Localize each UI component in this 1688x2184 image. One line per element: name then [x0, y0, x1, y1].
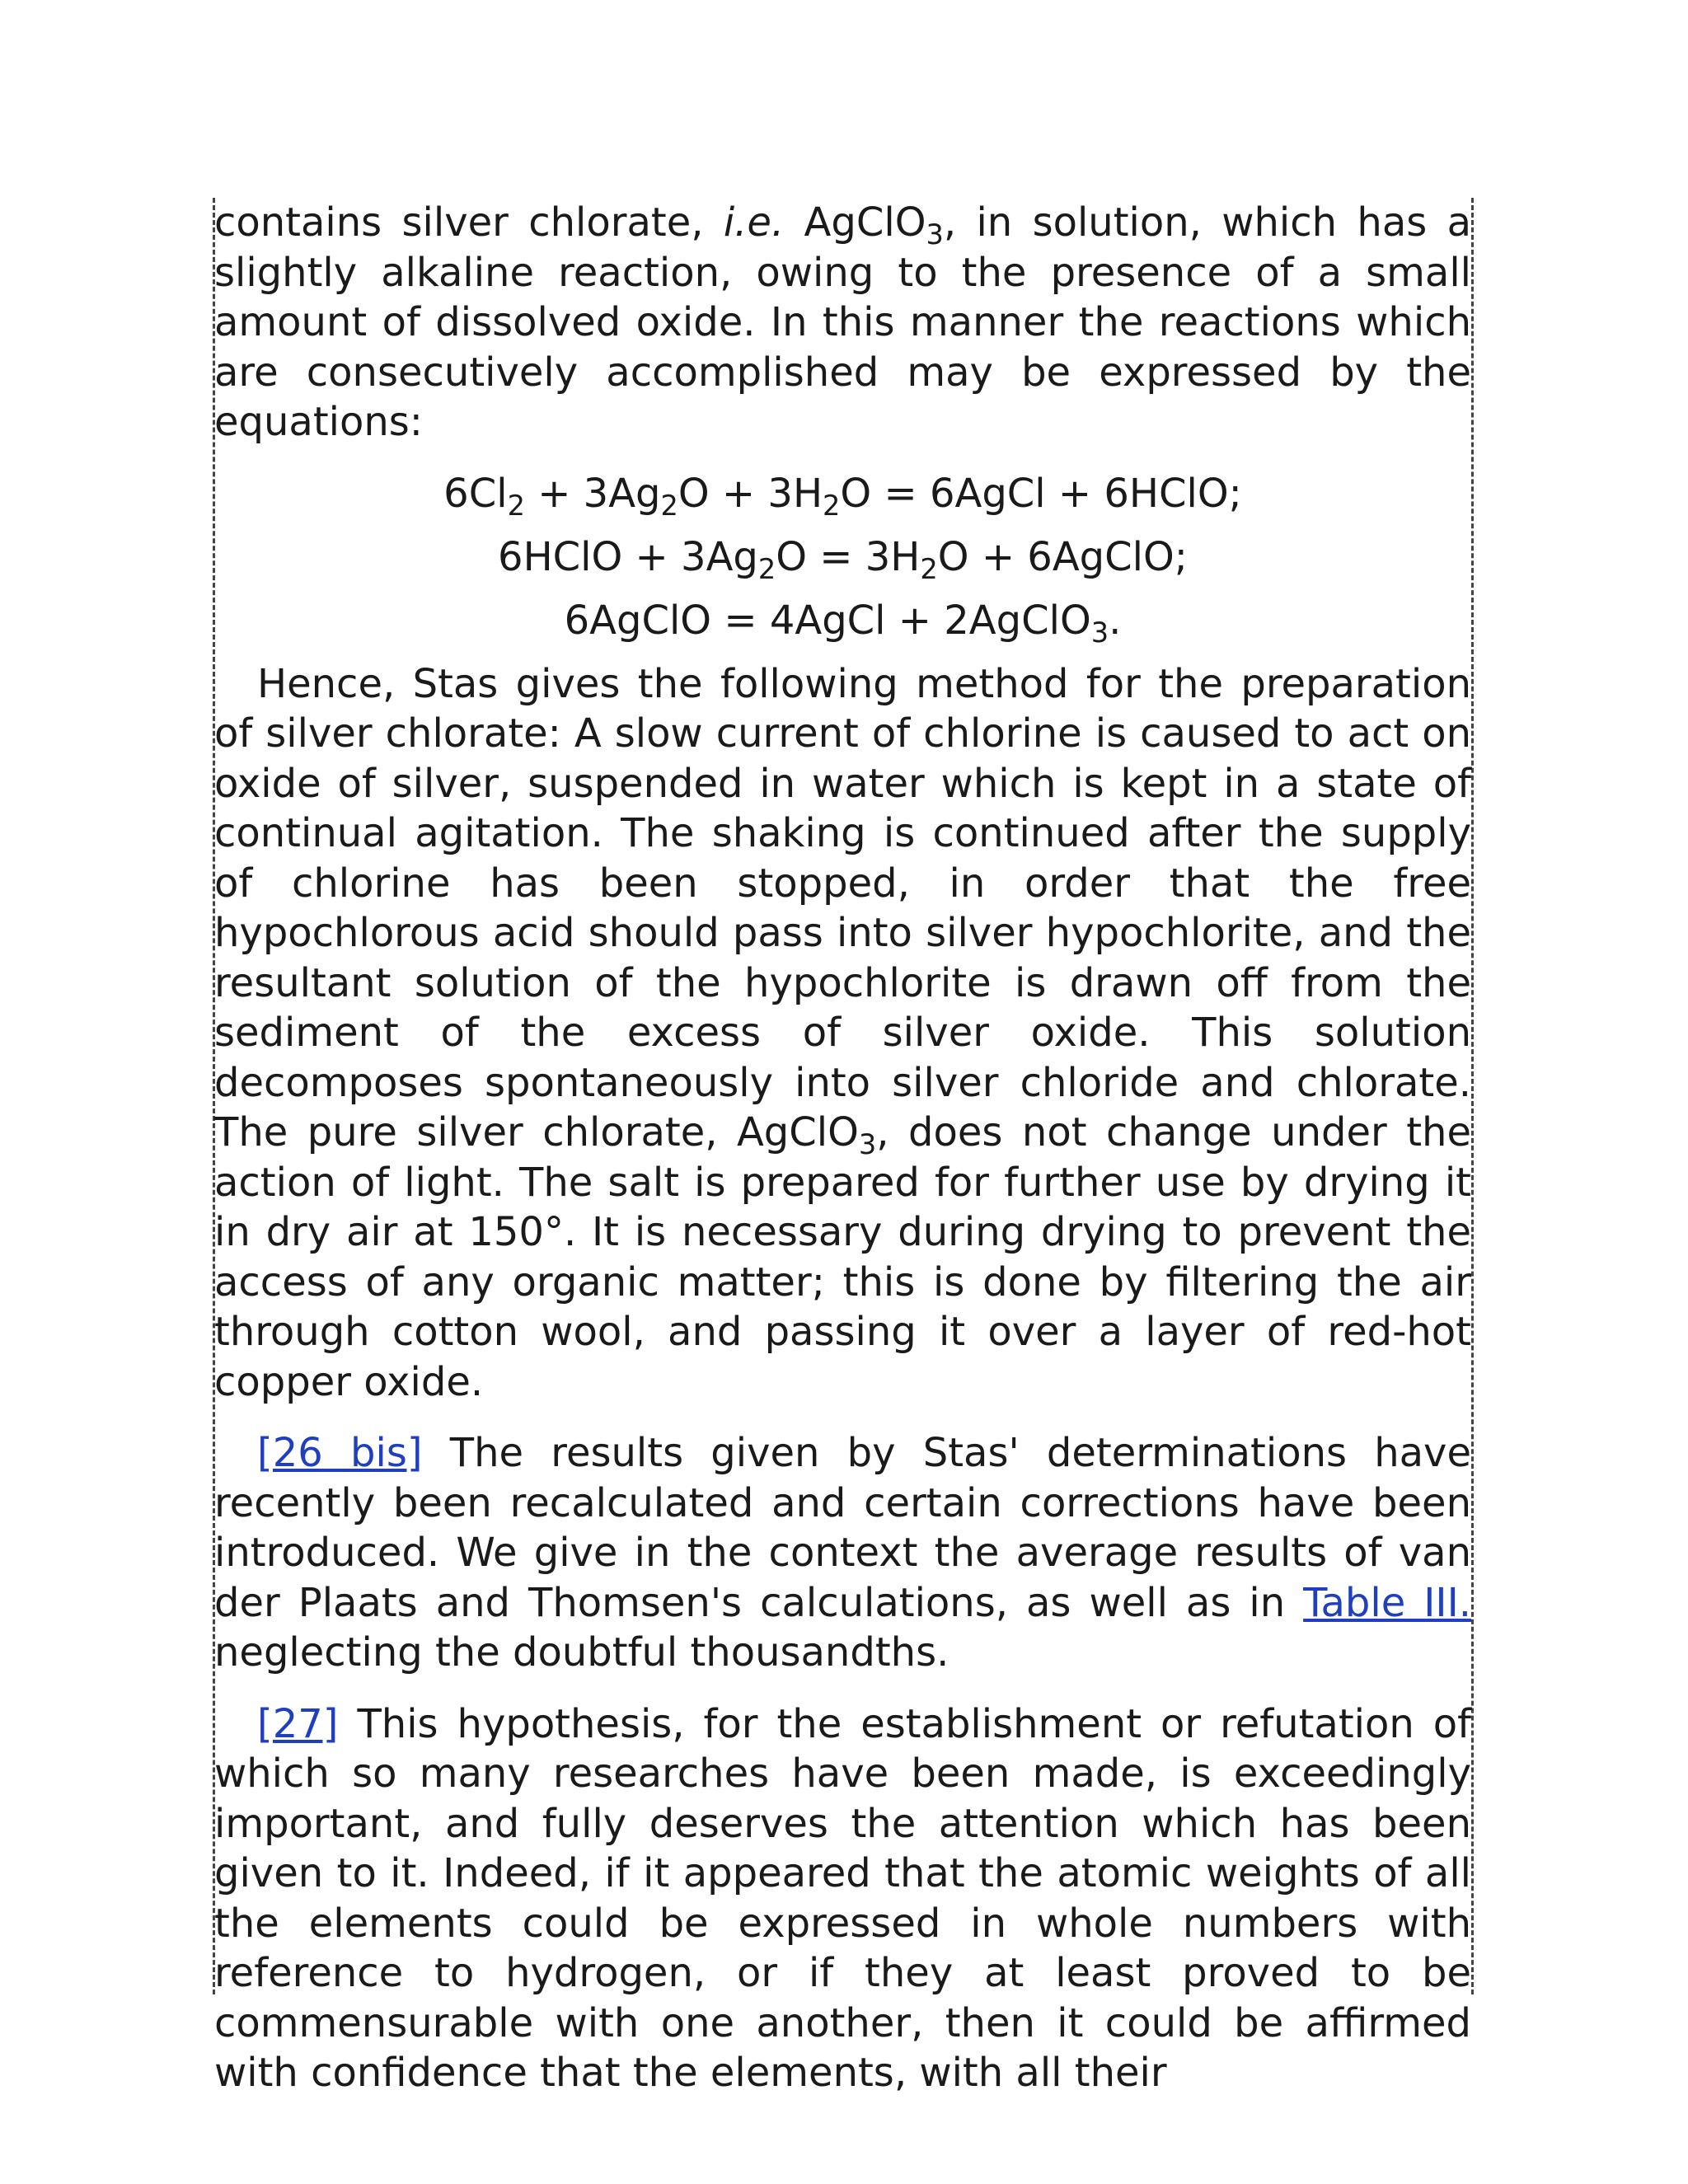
equation-block [214, 462, 1471, 653]
paragraph-silver-chlorate-solution: contains silver chlorate, i.e. AgClO$_3$, in solution, which has a slightly alkaline reaction, owing to the presence of a small amount of dissolved oxide. In this manner the reactions which are consecutively accomplished may be expressed by the equations: [214, 199, 1472, 445]
paragraph-stas-method: Hence, Stas gives the following method for the preparation of silver chlorate: A slow current of chlorine is caused to act on oxide of silver, suspended in water which is kept in a state of continual agitation. The shaking is continued after the supply of chlorine has been stopped, in order that the free hypochlorous acid should pass into silver hypochlorite, and the resultant solution of the hypochlorite is drawn off from the sediment of the excess of silver oxide. This solution decomposes spontaneously into silver chloride and chlorate. The pure silver chlorate, AgClO$_3$, does not change under the action of light. The salt is prepared for further use by drying it in dry air at 150°. It is necessary during drying to prevent the access of any organic matter; this is done by filtering the air through cotton wool, and passing it over a layer of red-hot copper oxide. [214, 660, 1472, 1405]
table-iii-link[interactable]: Table III. [1303, 1579, 1471, 1626]
equation-2: 6HClO + $3Ag_2O = 3H_2O$ + 6AgClO; [498, 533, 1188, 585]
footnote-26-bis: [26 bis] The results given by Stas' determinations have recently been recalculated and certain corrections have been introduced. We give in the context the average results of van der Plaats and Thomsen's calculations, as well as in Table III. neglecting the doubtful thousandths. [214, 1430, 1471, 1675]
footnote-link-26-bis[interactable]: [26 bis] [257, 1430, 423, 1476]
equation-1: $6Cl_2 + 3Ag_2O + 3H_2O$ = 6AgCl + 6HClO; [443, 470, 1242, 522]
document-body [214, 198, 1471, 2098]
equation-3: 6AgClO = 4AgCl + 2AgClO$_3$. [564, 597, 1122, 649]
footnote-27: [27] This hypothesis, for the establishment or refutation of which so many researches have been made, is exceedingly important, and fully deserves the attention which has been given to it. Indeed, if it appeared that the atomic weights of all the elements could be expressed in whole numbers with reference to hydrogen, or if they at least proved to be commensurable with one another, then it could be affirmed with confidence that the elements, with all their [214, 1700, 1471, 2096]
footnote-link-27[interactable]: [27] [257, 1700, 339, 1747]
